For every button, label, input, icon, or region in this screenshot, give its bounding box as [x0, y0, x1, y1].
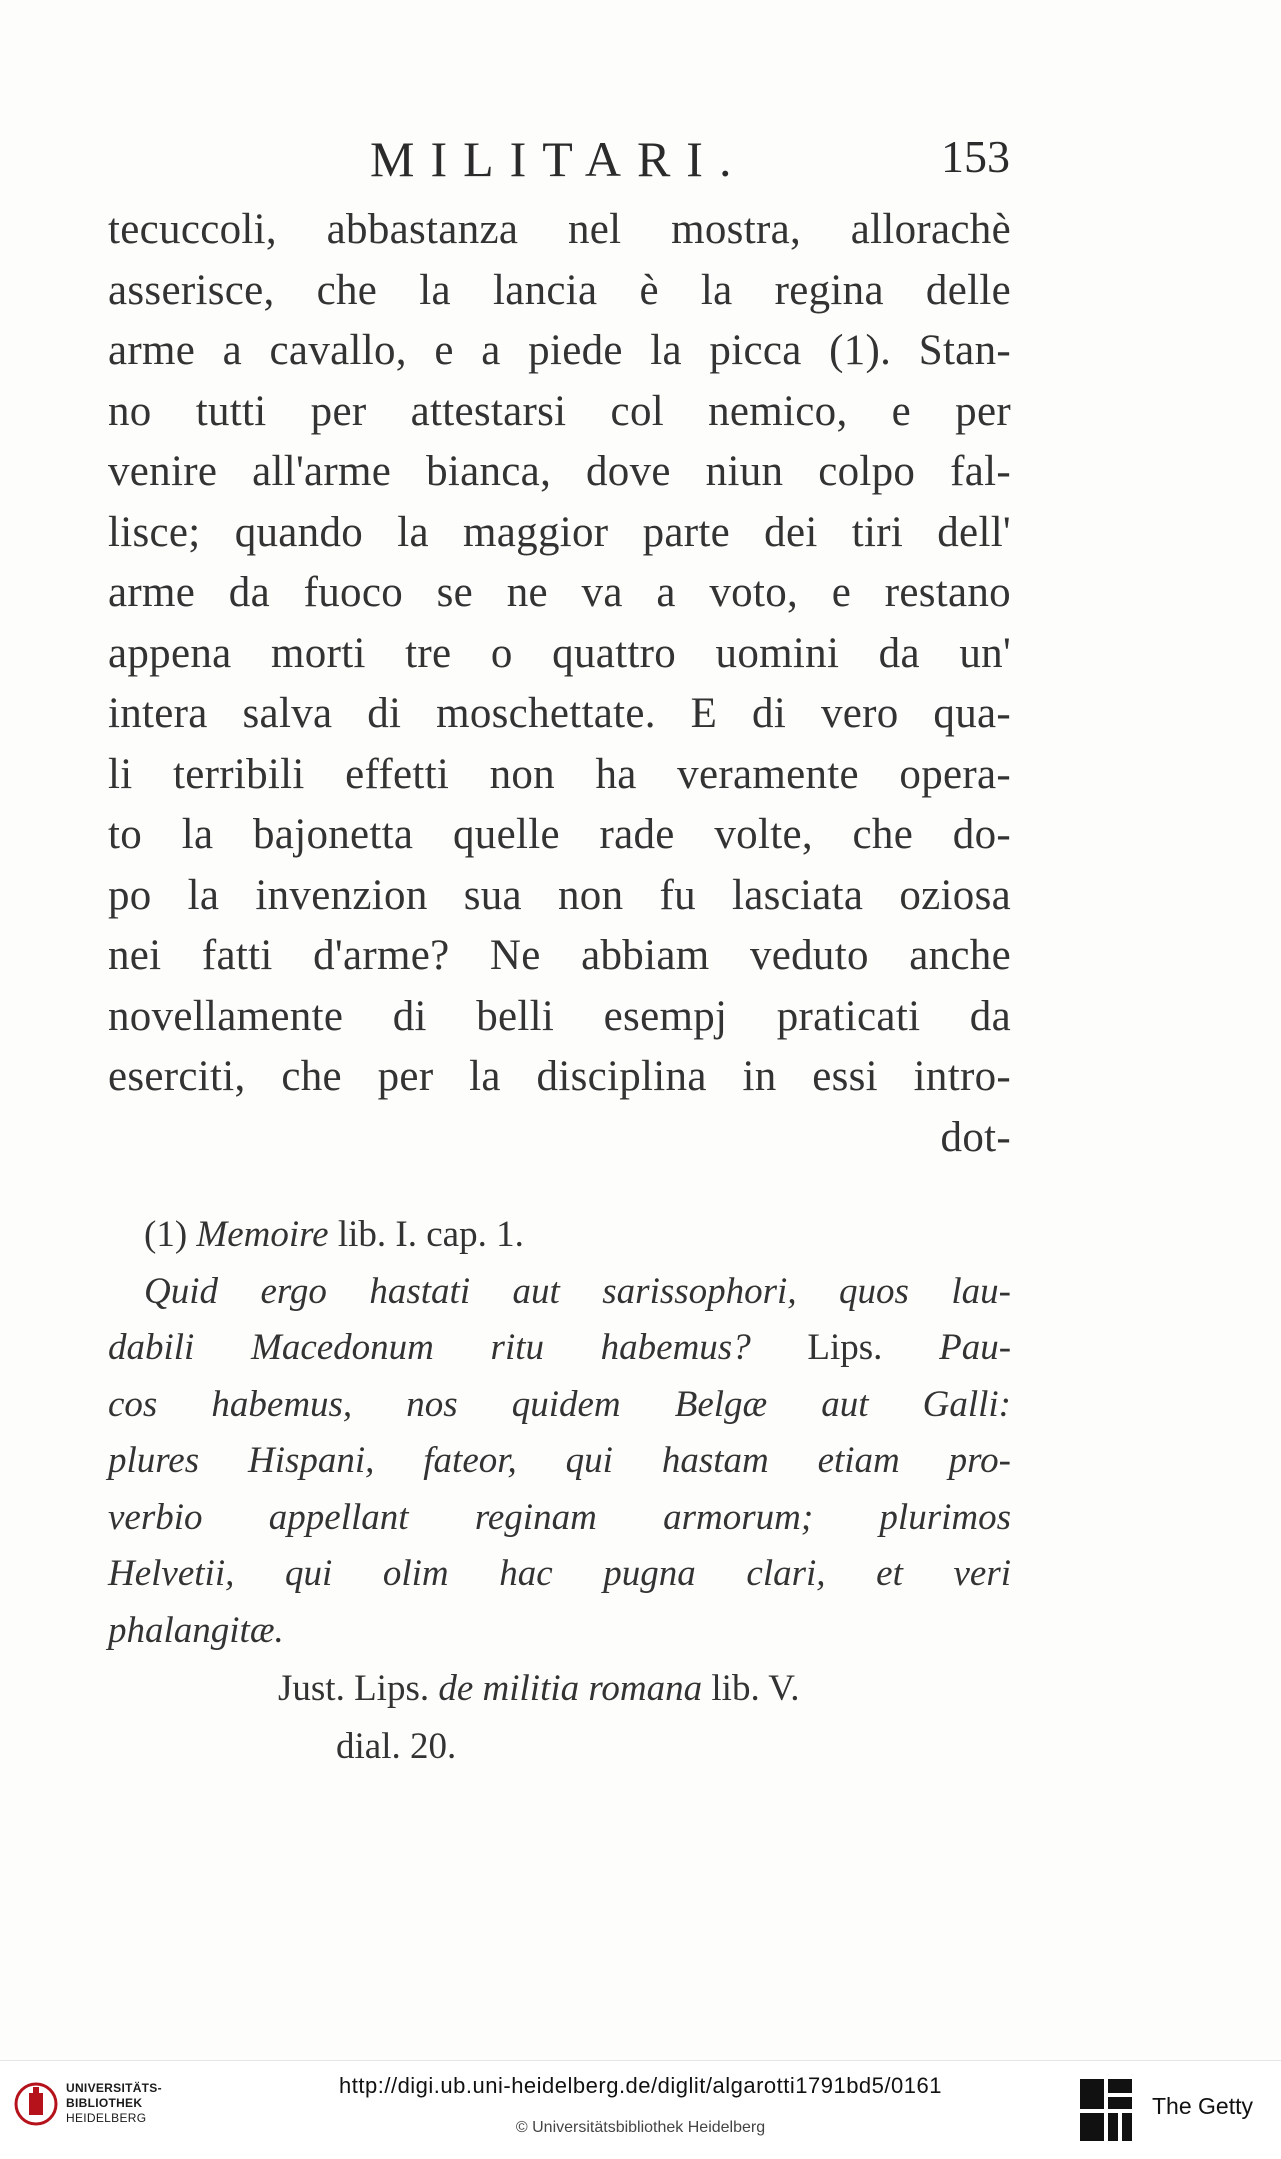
citation-dial: dial. 20. [336, 1726, 457, 1767]
running-title: MILITARI. [370, 131, 748, 187]
text-line: lisce; quando la maggior parte dei tiri dell' [108, 508, 1011, 556]
citation-title: de militia romana [438, 1668, 703, 1709]
text-line: nei fatti d'arme? Ne abbiam veduto anche [108, 932, 1011, 979]
text-line: no tutti per attestarsi col nemico, e per [108, 387, 1011, 435]
text-line: intera salva di moschettate. E di vero qua- [108, 690, 1011, 737]
footnote-number: (1) [144, 1214, 188, 1255]
quote-line: verbio appellant reginam armorum; plurimos [108, 1496, 1011, 1538]
text-line: venire all'arme bianca, dove niun colpo fal- [108, 448, 1011, 495]
quote-line: Helvetii, qui olim hac pugna clari, et veri [108, 1553, 1011, 1594]
page-number: 153 [941, 131, 1010, 182]
quote-line: phalangitæ. [108, 1609, 284, 1651]
footnotes [108, 1207, 1011, 1776]
footnote-title: Memoire [196, 1214, 329, 1255]
lips-word: Lips. [807, 1327, 883, 1368]
text-line: eserciti, che per la disciplina in essi intro- [108, 1053, 1011, 1100]
quote-segment: dabili Macedonum ritu habemus? [108, 1327, 751, 1368]
citation-line [108, 1659, 1011, 1719]
footnote-reference [108, 1207, 1011, 1264]
library-name-line: BIBLIOTHEK [66, 2096, 143, 2110]
text-line: po la invenzion sua non fu lasciata oziosa [108, 871, 1011, 919]
text-line: appena morti tre o quattro uomini da un' [108, 629, 1011, 677]
text-line: to la bajonetta quelle rade volte, che do- [108, 811, 1011, 858]
library-name-line: HEIDELBERG [66, 2111, 147, 2125]
body-text [108, 200, 1011, 1168]
citation-rest: lib. V. [711, 1668, 800, 1709]
text-line: arme da fuoco se ne va a voto, e restano [108, 569, 1011, 616]
page-header [370, 130, 1010, 200]
text-line: asserisce, che la lancia è la regina delle [108, 266, 1011, 314]
library-name-line: UNIVERSITÄTS- [66, 2081, 162, 2095]
text-line: novellamente di belli esempj praticati da [108, 992, 1011, 1040]
quote-line [108, 1320, 1011, 1377]
catchword: dot- [940, 1113, 1011, 1161]
text-line: li terribili effetti non ha veramente opera- [108, 750, 1011, 798]
text-line: tecuccoli, abbastanza nel mostra, allorachè [108, 206, 1011, 253]
citation-author: Just. Lips. [278, 1668, 430, 1709]
permalink-url[interactable]: http://digi.ub.uni-heidelberg.de/diglit/algarotti1791bd5/0161 [339, 2073, 942, 2098]
text-line: arme a cavallo, e a piede la picca (1). Stan- [108, 327, 1011, 374]
copyright-notice: © Universitätsbibliothek Heidelberg [515, 2119, 766, 2136]
getty-logo-icon[interactable] [1078, 2077, 1134, 2143]
pau-word: Pau- [939, 1327, 1012, 1368]
quote-line: plures Hispani, fateor, qui hastam etiam pro- [108, 1440, 1011, 1481]
quote-line: cos habemus, nos quidem Belgæ aut Galli: [108, 1383, 1011, 1425]
getty-name: The Getty [1152, 2093, 1253, 2119]
quote-line: Quid ergo hastati aut sarissophori, quos lau- [144, 1270, 1011, 1312]
viewer-footer [0, 2060, 1281, 2159]
footnote-ref-rest: lib. I. cap. 1. [337, 1214, 524, 1255]
